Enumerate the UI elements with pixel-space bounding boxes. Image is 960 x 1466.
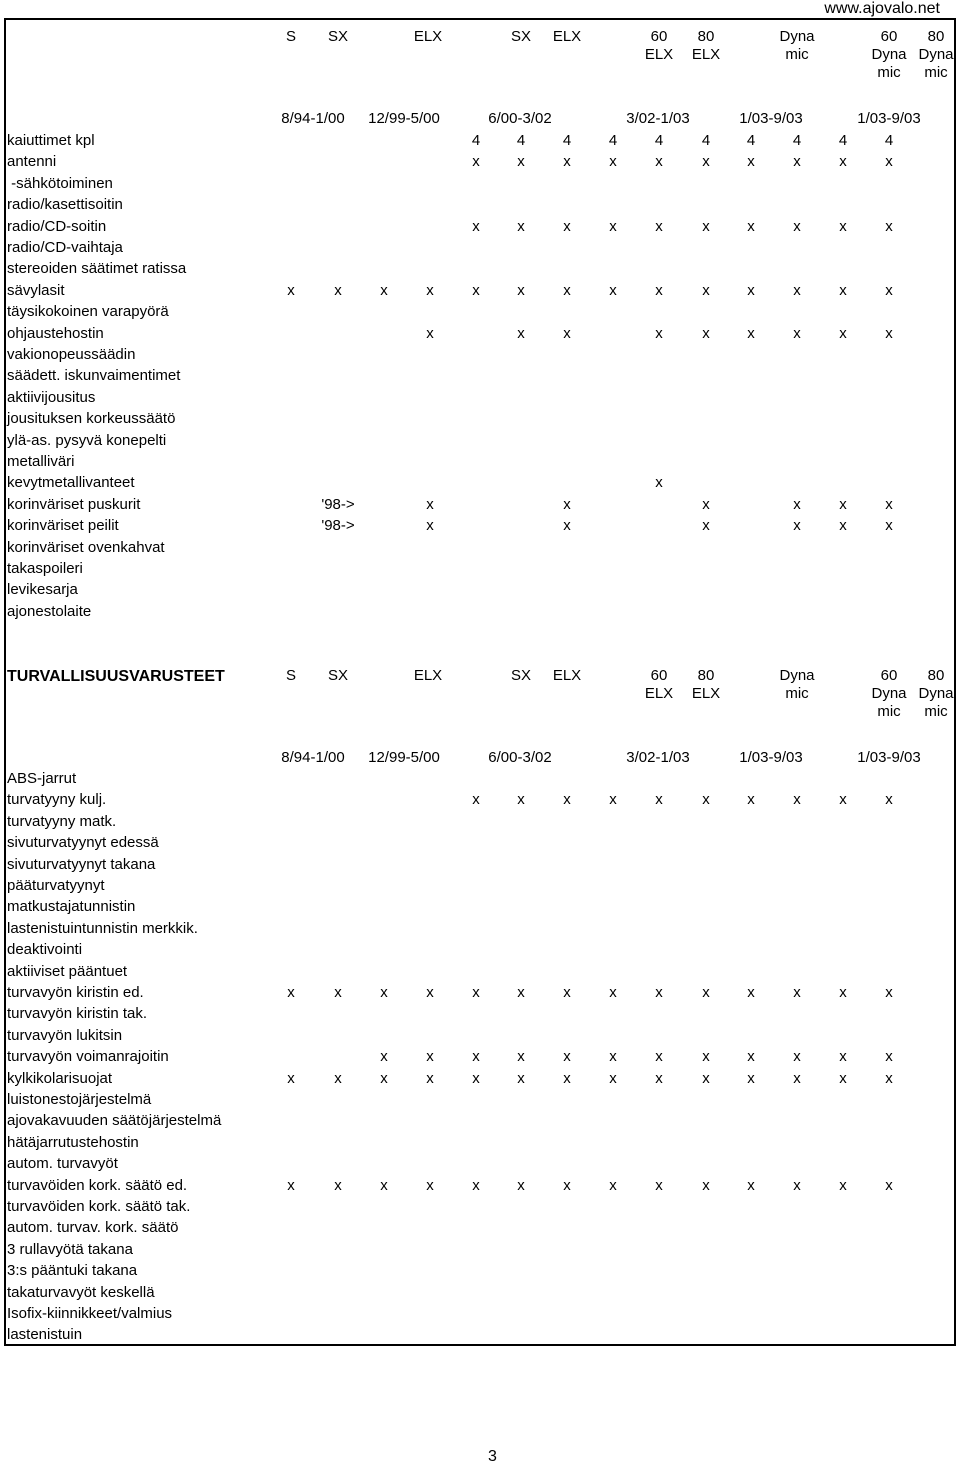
site-url[interactable]: www.ajovalo.net <box>824 0 940 17</box>
row-mark: x <box>702 984 710 1001</box>
row-mark: x <box>380 1176 388 1194</box>
row-mark: x <box>655 324 663 342</box>
row-mark: x <box>885 1048 893 1066</box>
row-label: 3:s pääntuki takana <box>7 1262 138 1280</box>
row-mark: x <box>702 1069 710 1087</box>
row-mark: x <box>747 1048 755 1066</box>
row-mark: 4 <box>516 132 526 149</box>
row-label: turvavyön voimanrajoitin <box>7 1048 169 1066</box>
row-mark: x <box>793 1176 801 1194</box>
row-mark: x <box>793 324 801 342</box>
model-header: 60 ELX <box>644 28 674 63</box>
row-mark: x <box>287 1176 295 1194</box>
row-label: turvatyyny kulj. <box>7 791 107 809</box>
row-mark: x <box>563 495 571 513</box>
row-mark: x <box>885 217 893 235</box>
row-mark: x <box>517 1048 525 1066</box>
row-mark: x <box>885 281 893 299</box>
model-header: Dyna mic <box>779 28 815 63</box>
row-mark: x <box>563 517 571 535</box>
row-label: turvavyön kiristin tak. <box>7 1005 148 1023</box>
row-mark: x <box>839 324 847 342</box>
row-mark: x <box>655 281 663 299</box>
row-mark: x <box>747 281 755 299</box>
row-label: sivuturvatyynyt takana <box>7 855 156 873</box>
row-mark: x <box>563 153 571 171</box>
row-label: jousituksen korkeussäätö <box>7 410 176 428</box>
row-mark: x <box>839 1069 847 1087</box>
row-label: ylä-as. pysyvä konepelti <box>7 431 167 449</box>
row-mark: x <box>426 1176 434 1194</box>
row-label: säädett. iskunvaimentimet <box>7 367 181 385</box>
row-label: pääturvatyynyt <box>7 877 105 894</box>
period-header: 1/03-9/03 <box>739 110 803 127</box>
model-header: S <box>285 28 296 45</box>
row-mark: x <box>655 791 663 809</box>
row-label: turvavöiden kork. säätö ed. <box>7 1176 188 1194</box>
row-mark: x <box>885 1176 893 1194</box>
row-label: 3 rullavyötä takana <box>7 1240 133 1258</box>
row-mark: x <box>287 281 295 299</box>
row-mark: x <box>885 153 893 171</box>
row-mark: x <box>287 1069 295 1087</box>
model-header: 80 ELX <box>691 28 721 63</box>
row-label: antenni <box>7 153 57 171</box>
row-label: radio/kasettisoitin <box>7 196 123 214</box>
row-mark: x <box>609 1069 617 1087</box>
row-label: ohjaustehostin <box>7 324 104 342</box>
row-label: korinväriset peilit <box>7 517 119 535</box>
row-mark: x <box>472 791 480 809</box>
model-header: ELX <box>552 667 582 684</box>
row-label: turvavyön kiristin ed. <box>7 984 144 1001</box>
row-label: -sähkötoiminen <box>7 174 113 192</box>
model-header: 80 Dyna mic <box>918 28 954 81</box>
row-label: levikesarja <box>7 581 78 599</box>
row-mark: x <box>287 984 295 1001</box>
row-mark: x <box>793 217 801 235</box>
row-mark: x <box>885 495 893 513</box>
row-label: stereoiden säätimet ratissa <box>7 260 187 278</box>
row-label: vakionopeussäädin <box>7 346 136 363</box>
row-mark: x <box>609 1176 617 1194</box>
row-mark: x <box>702 281 710 299</box>
row-mark: x <box>563 791 571 809</box>
row-mark: x <box>563 281 571 299</box>
row-mark: x <box>426 984 434 1001</box>
row-label: aktiiviset pääntuet <box>7 962 128 980</box>
section-title: TURVALLISUUSVARUSTEET <box>7 668 225 685</box>
period-header: 6/00-3/02 <box>488 110 552 127</box>
row-label: turvavöiden kork. säätö tak. <box>7 1198 191 1215</box>
row-mark: x <box>380 984 388 1001</box>
row-mark: x <box>702 217 710 235</box>
model-header: 60 Dyna mic <box>871 28 907 81</box>
row-label: matkustajatunnistin <box>7 898 136 916</box>
row-label: luistonestojärjestelmä <box>7 1091 152 1108</box>
row-mark: x <box>426 517 434 535</box>
row-mark: x <box>426 1048 434 1066</box>
period-header: 12/99-5/00 <box>368 749 440 766</box>
row-mark: 4 <box>792 132 802 149</box>
row-mark: x <box>655 1069 663 1087</box>
row-mark: 4 <box>884 132 894 149</box>
row-label: hätäjarrutustehostin <box>7 1133 139 1151</box>
row-mark: x <box>839 1176 847 1194</box>
row-mark: x <box>426 1069 434 1087</box>
row-label: korinväriset puskurit <box>7 495 141 513</box>
period-header: 8/94-1/00 <box>281 110 345 127</box>
row-mark: x <box>747 984 755 1001</box>
model-header: Dyna mic <box>779 667 815 702</box>
row-mark: x <box>426 495 434 513</box>
row-mark: x <box>839 281 847 299</box>
row-mark: x <box>426 281 434 299</box>
row-mark: x <box>747 153 755 171</box>
row-mark: x <box>793 281 801 299</box>
row-label: takaturvavyöt keskellä <box>7 1283 155 1301</box>
row-mark: x <box>517 984 525 1001</box>
row-mark: x <box>839 495 847 513</box>
row-label: kevytmetallivanteet <box>7 474 135 492</box>
row-mark: x <box>517 217 525 235</box>
period-header: 12/99-5/00 <box>368 110 440 127</box>
row-mark: x <box>334 1176 342 1194</box>
row-mark: x <box>609 281 617 299</box>
row-mark: x <box>472 281 480 299</box>
row-label: korinväriset ovenkahvat <box>7 538 165 556</box>
row-mark: x <box>655 1048 663 1066</box>
model-header: SX <box>510 667 531 684</box>
row-mark: x <box>655 474 663 492</box>
row-mark: x <box>655 984 663 1001</box>
row-label: deaktivointi <box>7 941 83 959</box>
row-mark: x <box>747 1069 755 1087</box>
row-mark: x <box>609 217 617 235</box>
row-mark: x <box>747 1176 755 1194</box>
model-header: ELX <box>413 667 443 684</box>
row-mark: x <box>839 1048 847 1066</box>
row-label: kylkikolarisuojat <box>7 1069 113 1087</box>
row-label: lastenistuin <box>7 1326 83 1344</box>
row-mark: 4 <box>654 132 664 149</box>
row-mark: x <box>839 984 847 1001</box>
row-mark: 4 <box>838 132 848 149</box>
row-mark: '98-> <box>321 495 355 513</box>
row-label: takaspoileri <box>7 560 83 577</box>
row-mark: x <box>839 517 847 535</box>
row-mark: x <box>517 324 525 342</box>
row-label: turvavyön lukitsin <box>7 1026 123 1044</box>
row-mark: 4 <box>701 132 711 149</box>
row-mark: 4 <box>608 132 618 149</box>
row-mark: x <box>793 495 801 513</box>
row-mark: x <box>334 281 342 299</box>
row-label: lastenistuintunnistin merkkik. <box>7 919 198 937</box>
row-mark: x <box>472 153 480 171</box>
row-mark: x <box>793 1048 801 1066</box>
row-label: kaiuttimet kpl <box>7 132 95 149</box>
model-header: ELX <box>552 28 582 45</box>
period-header: 3/02-1/03 <box>626 110 690 127</box>
row-label: ABS-jarrut <box>7 770 77 787</box>
row-mark: x <box>885 517 893 535</box>
period-header: 1/03-9/03 <box>857 749 921 766</box>
row-label: autom. turvav. kork. säätö <box>7 1219 179 1237</box>
row-mark: x <box>334 1069 342 1087</box>
page-number: 3 <box>488 1448 497 1465</box>
row-mark: x <box>563 1048 571 1066</box>
period-header: 1/03-9/03 <box>739 749 803 766</box>
row-mark: x <box>702 495 710 513</box>
row-mark: x <box>885 1069 893 1087</box>
row-mark: x <box>563 1176 571 1194</box>
row-mark: x <box>334 984 342 1001</box>
row-mark: x <box>747 791 755 809</box>
row-mark: x <box>563 1069 571 1087</box>
row-mark: '98-> <box>321 517 355 535</box>
row-label: Isofix-kiinnikkeet/valmius <box>7 1305 173 1322</box>
row-mark: x <box>609 1048 617 1066</box>
row-mark: x <box>839 153 847 171</box>
row-label: metalliväri <box>7 453 75 470</box>
row-mark: x <box>747 217 755 235</box>
model-header: 60 ELX <box>644 667 674 702</box>
row-mark: x <box>472 1176 480 1194</box>
row-label: ajovakavuuden säätöjärjestelmä <box>7 1112 222 1130</box>
model-header: ELX <box>413 28 443 45</box>
row-mark: 4 <box>746 132 756 149</box>
model-header: SX <box>327 28 348 45</box>
row-mark: x <box>702 517 710 535</box>
row-mark: x <box>793 791 801 809</box>
row-label: ajonestolaite <box>7 602 92 620</box>
row-mark: x <box>563 984 571 1001</box>
row-mark: x <box>793 984 801 1001</box>
row-mark: 4 <box>562 132 572 149</box>
model-header: 60 Dyna mic <box>871 667 907 720</box>
row-mark: x <box>517 1069 525 1087</box>
model-header: SX <box>327 667 348 684</box>
row-mark: x <box>563 217 571 235</box>
row-mark: x <box>380 281 388 299</box>
row-mark: x <box>472 984 480 1001</box>
row-mark: x <box>517 281 525 299</box>
row-mark: x <box>793 517 801 535</box>
row-mark: x <box>380 1048 388 1066</box>
model-header: SX <box>510 28 531 45</box>
period-header: 8/94-1/00 <box>281 749 345 766</box>
row-label: turvatyyny matk. <box>7 812 117 830</box>
period-header: 1/03-9/03 <box>857 110 921 127</box>
row-mark: x <box>885 791 893 809</box>
row-label: sivuturvatyynyt edessä <box>7 834 159 852</box>
row-mark: x <box>472 217 480 235</box>
row-mark: x <box>609 791 617 809</box>
row-mark: x <box>702 324 710 342</box>
row-mark: x <box>426 324 434 342</box>
row-mark: x <box>839 791 847 809</box>
row-mark: 4 <box>471 132 481 149</box>
row-mark: x <box>563 324 571 342</box>
row-mark: x <box>655 217 663 235</box>
row-mark: x <box>839 217 847 235</box>
row-mark: x <box>702 153 710 171</box>
row-label: autom. turvavyöt <box>7 1155 118 1173</box>
row-mark: x <box>702 1176 710 1194</box>
row-mark: x <box>747 324 755 342</box>
model-header: S <box>285 667 296 684</box>
row-mark: x <box>609 984 617 1001</box>
row-mark: x <box>702 791 710 809</box>
period-header: 6/00-3/02 <box>488 749 552 766</box>
row-mark: x <box>702 1048 710 1066</box>
row-mark: x <box>472 1069 480 1087</box>
period-header: 3/02-1/03 <box>626 749 690 766</box>
row-mark: x <box>885 324 893 342</box>
row-label: radio/CD-vaihtaja <box>7 239 123 256</box>
row-mark: x <box>517 153 525 171</box>
row-label: aktiivijousitus <box>7 388 96 406</box>
row-mark: x <box>380 1069 388 1087</box>
row-mark: x <box>517 1176 525 1194</box>
row-mark: x <box>655 1176 663 1194</box>
row-mark: x <box>472 1048 480 1066</box>
row-mark: x <box>517 791 525 809</box>
row-label: täysikokoinen varapyörä <box>7 303 169 321</box>
row-mark: x <box>655 153 663 171</box>
model-header: 80 ELX <box>691 667 721 702</box>
row-mark: x <box>609 153 617 171</box>
row-mark: x <box>885 984 893 1001</box>
model-header: 80 Dyna mic <box>918 667 954 720</box>
row-mark: x <box>793 153 801 171</box>
row-label: sävylasit <box>7 281 65 299</box>
row-label: radio/CD-soitin <box>7 217 107 235</box>
row-mark: x <box>793 1069 801 1087</box>
